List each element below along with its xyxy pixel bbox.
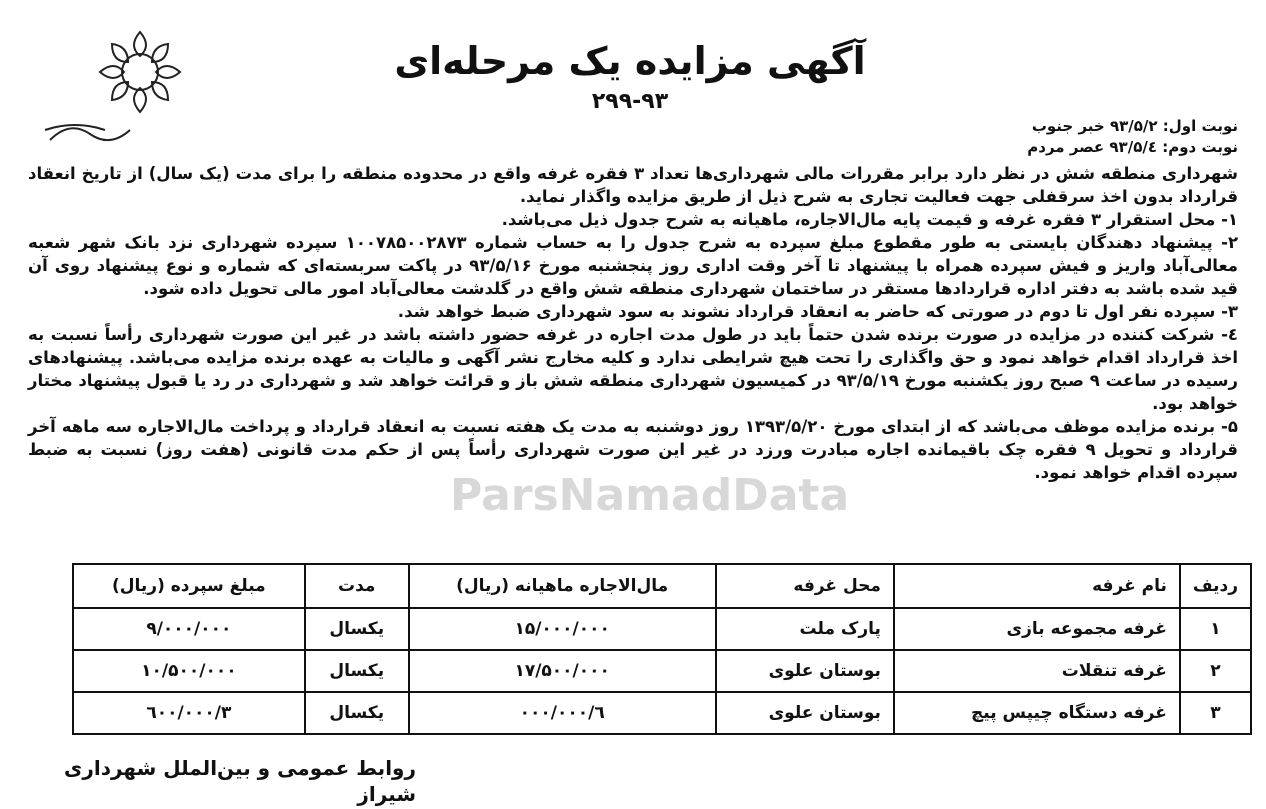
booth-location: بوستان علوی xyxy=(716,650,894,692)
header-row-number: ردیف xyxy=(1180,564,1251,608)
header-booth-name: نام غرفه xyxy=(894,564,1180,608)
header-booth-location: محل غرفه xyxy=(716,564,894,608)
booth-name: غرفه مجموعه بازی xyxy=(894,608,1180,650)
deposit-amount: ۱۰/۵۰۰/۰۰۰ xyxy=(73,650,305,692)
second-publication: نوبت دوم: ۹۳/۵/٤ عصر مردم xyxy=(1027,138,1238,156)
deposit-amount: ۹/۰۰۰/۰۰۰ xyxy=(73,608,305,650)
booths-table xyxy=(72,563,1252,735)
row-number: ۲ xyxy=(1180,650,1251,692)
duration: یکسال xyxy=(305,692,409,734)
table-header-row xyxy=(73,564,1251,608)
booth-location: پارک ملت xyxy=(716,608,894,650)
clause-4: ٤- شرکت کننده در مزایده در صورت برنده شدن حتماً باید در طول مدت اجاره در غرفه حضور داشته باشد در غیر این صورت شهرداری رأساً نسبت به اخذ قرارداد اقدام خواهد نمود و حق واگذاری را تحت هیچ شرایطی ندارد و کلیه مخارج نشر آگهی و مالیات به عهده برنده مزایده می‌باشد. پیشنهادهای رسیده در ساعت ۹ صبح روز یکشنبه مورخ ۹۳/۵/۱۹ در کمیسیون شهرداری منطقه شش باز و قرائت خواهد شد و شهرداری در رد یا قبول پیشنهاد مختار خواهد بود. xyxy=(28,325,1239,413)
header-monthly-rent: مال‌الاجاره ماهیانه (ریال) xyxy=(409,564,716,608)
booth-name: غرفه تنقلات xyxy=(894,650,1180,692)
shiraz-municipality-logo xyxy=(30,10,200,160)
flower-seal-icon xyxy=(30,10,200,160)
monthly-rent: ۱۷/۵۰۰/۰۰۰ xyxy=(409,650,716,692)
duration: یکسال xyxy=(305,608,409,650)
first-publication: نوبت اول: ۹۳/۵/۲ خبر جنوب xyxy=(1031,117,1238,135)
watermark: ParsNamadData xyxy=(450,470,850,521)
notice-body xyxy=(28,162,1238,484)
clause-1: ۱- محل استقرار ۳ فقره غرفه و قیمت پایه مال‌الاجاره، ماهیانه به شرح جدول ذیل می‌باشد. xyxy=(501,210,1238,229)
issuer-signature: روابط عمومی و بین‌الملل شهرداری شیراز xyxy=(64,756,416,806)
table-row xyxy=(73,608,1251,650)
clause-2: ۲- پیشنهاد دهندگان بایستی به طور مقطوع مبلغ سپرده به شرح جدول را به حساب شماره ۱۰۰۷۸۵۰۰۲۸۷۳ سپرده شهرداری نزد بانک شهر شعبه معالی‌آباد واریز و فیش سپرده همراه با پیشنهاد تا آخر وقت اداری روز پنجشنبه مورخ ۹۳/۵/۱۶ در پاکت سربسته‌ای که شماره و نوع پیشنهاد روی آن قید شده باشد به دفتر اداره قراردادها مستقر در ساختمان شهرداری منطقه شش واقع در گلدشت معالی‌آباد امور مالی تحویل داده شود. xyxy=(28,233,1239,298)
deposit-amount: ۳/٦۰۰/۰۰۰ xyxy=(73,692,305,734)
row-number: ۳ xyxy=(1180,692,1251,734)
booth-location: بوستان علوی xyxy=(716,692,894,734)
notice-reference-number: ۲۹۹-۹۳ xyxy=(591,89,669,114)
clause-5: ۵- برنده مزایده موظف می‌باشد که از ابتدای مورخ ۱۳۹۳/۵/۲۰ روز دوشنبه به مدت یک هفته نسبت به انعقاد قرارداد و پرداخت مال‌الاجاره سه ماهه آخر قرارداد و تحویل ۹ فقره چک باقیمانده اجاره مبادرت ورزد در غیر این صورت شهرداری رأساً پس از حکم مدت قانونی (هفت روز) نسبت به ضبط سپرده اقدام خواهد نمود. xyxy=(28,417,1238,482)
table-row xyxy=(73,692,1251,734)
header-duration: مدت xyxy=(305,564,409,608)
booth-name: غرفه دستگاه چیپس پیچ xyxy=(894,692,1180,734)
notice-title: آگهی مزایده یک مرحله‌ای xyxy=(394,39,866,83)
monthly-rent: ۱۵/۰۰۰/۰۰۰ xyxy=(409,608,716,650)
monthly-rent: ٦/۰۰۰/۰۰۰ xyxy=(409,692,716,734)
duration: یکسال xyxy=(305,650,409,692)
row-number: ۱ xyxy=(1180,608,1251,650)
clause-3: ۳- سپرده نفر اول تا دوم در صورتی که حاضر به انعقاد قرارداد نشوند به سود شهرداری ضبط خواهد شد. xyxy=(397,302,1238,321)
header-deposit: مبلغ سپرده (ریال) xyxy=(73,564,305,608)
table-row xyxy=(73,650,1251,692)
intro-paragraph: شهرداری منطقه شش در نظر دارد برابر مقررات مالی شهرداری‌ها تعداد ۳ فقره غرفه واقع در محدوده منطقه را برای مدت (یک سال) از تاریخ انعقاد قرارداد بدون اخذ سرقفلی جهت فعالیت تجاری به شرح ذیل از طریق مزایده واگذار نماید. xyxy=(28,164,1238,206)
